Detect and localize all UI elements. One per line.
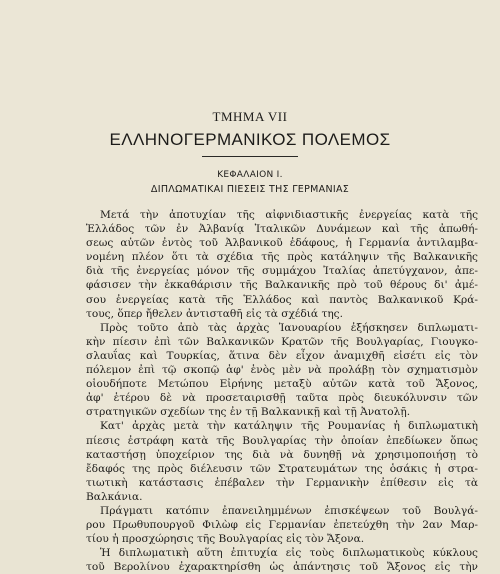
text-line: πόλεμον ἐπὶ τῷ σκοπῷ ἀφ' ἑνὸς μὲν νὰ προλάβῃ τὸν σχηματισμὸν (86, 364, 478, 377)
chapter-number: ΚΕΦΑΛΑΙΟΝ Ι. (217, 170, 283, 180)
text-line: κὴν πίεσιν ἐπὶ τῶν Βαλκανικῶν Κρατῶν τῆς Βουλγαρίας, Γιουγκο- (86, 335, 478, 348)
text-line: Μετά τὴν ἀποτυχίαν τῆς αἰφνιδιαστικῆς ἐνεργείας κατὰ τῆς (100, 209, 478, 221)
text-line: διὰ τῆς ἐνεργείας μόνον τῆς συμμάχου Ἰταλίας ἀπετύγχανον, ἀπε- (86, 265, 478, 278)
text-line: τους, ὅπερ ἤθελεν ἀντισταθῆ εἰς τὰ σχέδιά της. (86, 307, 343, 320)
text-line: Ἡ διπλωματικὴ αὕτη ἐπιτυχία εἰς τοὺς διπλωματικοὺς κύκλους (100, 547, 478, 560)
title-divider (202, 156, 298, 157)
page-title: ΕΛΛΗΝΟΓΕΡΜΑΝΙΚΟΣ ΠΟΛΕΜΟΣ (109, 130, 391, 149)
body-text (86, 208, 478, 574)
chapter-title: ΔΙΠΛΩΜΑΤΙΚΑΙ ΠΙΕΣΕΙΣ ΤΗΣ ΓΕΡΜΑΝΙΑΣ (150, 184, 350, 195)
text-line: τιωτικὴ κατάστασις ἐπέβαλεν τὴν Γερμανικὴν ἐπίθεσιν εἰς τὰ (86, 476, 478, 489)
text-line: οἱουδήποτε Μετώπου Εἰρήνης μεταξὺ αὐτῶν κατὰ τοῦ Ἄξονος, (86, 378, 478, 391)
text-line: ἔδαφός της πρὸς διέλευσιν τῶν Στρατευμάτων της ὁσάκις ἡ στρα- (86, 462, 478, 475)
text-line: σεως αὐτῶν ἐντὸς τοῦ Ἀλβανικοῦ ἐδάφους, ἡ Γερμανία ἀντιλαμβα- (86, 237, 478, 250)
text-line: καταστήσῃ ὑποχείριον της διὰ νὰ δυνηθῇ νὰ χρησιμοποιήσῃ τὸ (86, 448, 478, 461)
text-line: σου ἐνεργείας κατὰ τῆς Ἑλλάδος καὶ παντὸς Βαλκανικοῦ Κρά- (86, 293, 478, 306)
text-line: ρου Πρωθυπουργοῦ Φιλὼφ εἰς Γερμανίαν ἐπετεύχθη τὴν 2αν Μαρ- (86, 519, 478, 532)
text-line: νομένη πλέον ὅτι τὰ σχέδια τῆς πρὸς κατάληψιν τῆς Βαλκανικῆς (86, 251, 478, 264)
section-heading: ΤΜΗΜΑ VII (212, 109, 288, 124)
text-line: Πράγματι κατόπιν ἐπανειλημμένων ἐπισκέψεων τοῦ Βουλγά- (100, 504, 478, 517)
text-line: τοῦ Βερολίνου ἐχαρακτηρίσθη ὡς ἀπάντησις τοῦ Ἄξονος εἰς τὴν (86, 561, 478, 574)
text-line: φάσισεν τὴν ἐκκαθάρισιν τῆς Βαλκανικῆς πρὸ τοῦ θέρους δι' ἀμέ- (86, 279, 478, 292)
text-line: πίεσις ἐστράφη κατὰ τῆς Βουλγαρίας τὴν ὁποίαν ἐπεδίωκεν ὅπως (86, 434, 478, 447)
text-line: Βαλκάνια. (86, 490, 143, 503)
text-line: σλαυΐας καὶ Τουρκίας, ἅτινα δὲν εἶχον ἀναμιχθῆ εἰσέτι εἰς τὸν (86, 349, 478, 362)
text-line: Πρὸς τοῦτο ἀπὸ τὰς ἀρχὰς Ἰανουαρίου ἐξήσκησεν διπλωματι- (100, 321, 478, 334)
text-line: Ἑλλάδος τῶν ἐν Ἀλβανίᾳ Ἰταλικῶν Δυνάμεων καὶ τῆς ἀπωθή- (86, 223, 478, 236)
text-line: ἀφ' ἑτέρου δὲ νὰ προσεταιρισθῇ ταῦτα πρὸς διευκόλυνσιν τῶν (86, 392, 478, 405)
text-line: Κατ' ἀρχὰς μετὰ τὴν κατάληψιν τῆς Ρουμανίας ἡ διπλωματικὴ (100, 420, 478, 433)
text-line: τίου ἡ προσχώρησις τῆς Βουλγαρίας εἰς τὸν Ἄξονα. (86, 533, 365, 546)
text-line: στρατηγικῶν σχεδίων της ἐν τῇ Βαλκανικῇ καὶ τῇ Ἀνατολῇ. (86, 406, 411, 419)
